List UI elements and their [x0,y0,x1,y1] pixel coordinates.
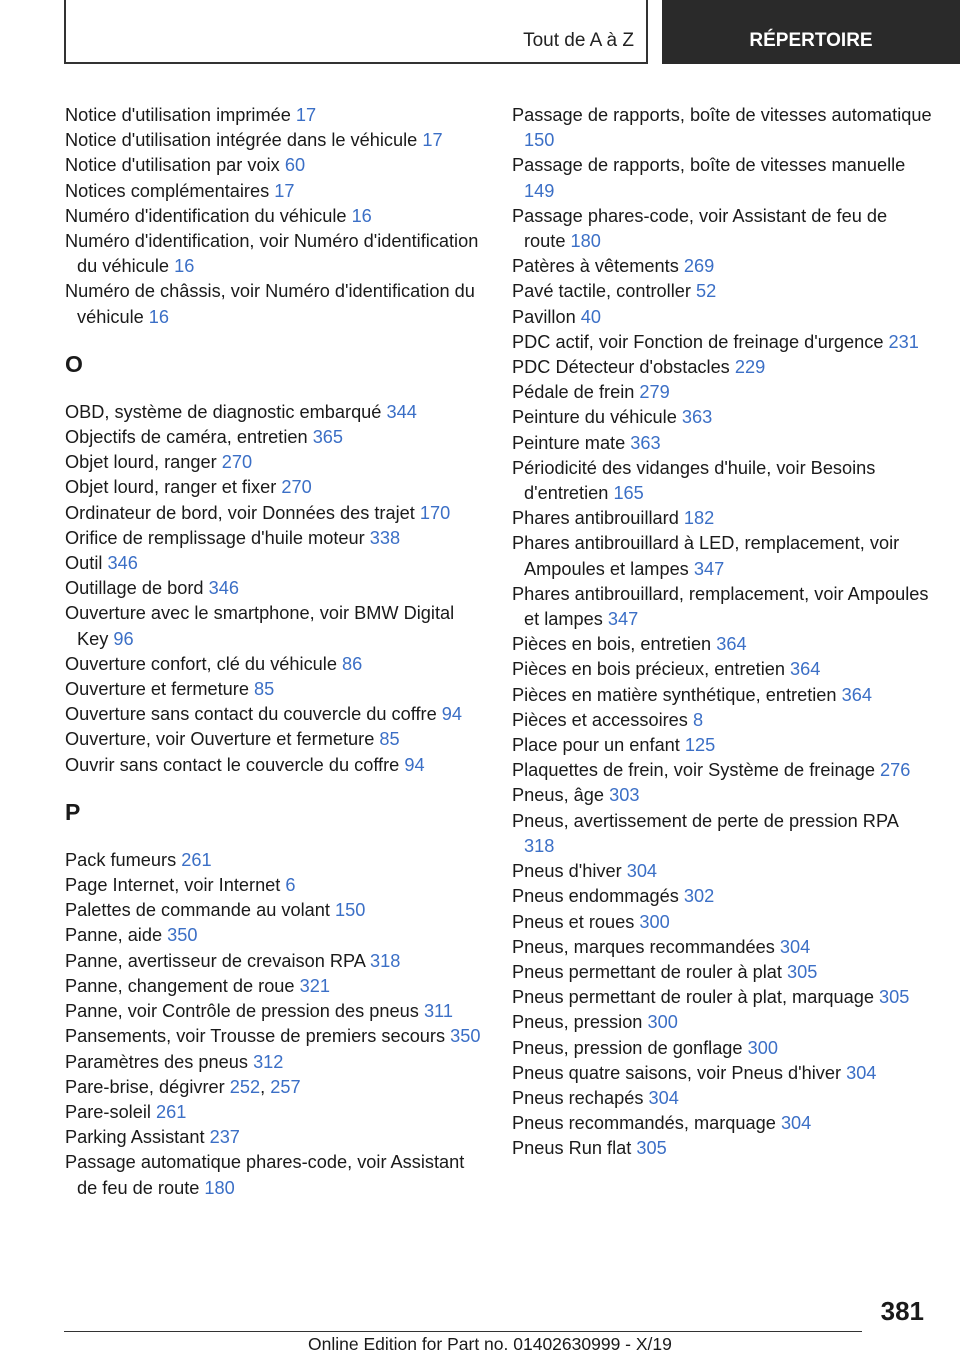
page-reference-link[interactable]: 344 [386,401,417,422]
index-entry-term: Pavé tactile, controller [512,281,691,302]
index-entry-term: Passage automatique phares-code, voir Assistant de feu de route [65,1152,465,1198]
index-entry-term: Notice d'utilisation par voix [65,155,280,176]
page-reference-link[interactable]: 96 [113,628,134,649]
index-entry [512,531,932,581]
index-entry: Pare-brise, dégivrer 252, 257 [65,1076,301,1097]
index-entry [512,305,932,330]
index-entry [65,677,485,702]
page-reference-link[interactable]: 300 [639,911,670,932]
index-entry-term: Ouverture confort, clé du véhicule [65,653,337,674]
index-entry-term: Objet lourd, ranger [65,452,217,473]
index-entry-term: PDC Détecteur d'obstacles [512,357,730,378]
index-entry-term: Pansements, voir Trousse de premiers secours [65,1026,446,1047]
index-entry [65,1150,485,1200]
index-entry [512,935,932,960]
page-reference-link[interactable]: 40 [580,306,601,327]
index-entry-term: Patères à vêtements [512,256,679,277]
footer-edition: Online Edition for Part no. 01402630999 - X/19 [308,1334,672,1354]
page-reference-link[interactable]: 305 [787,961,818,982]
page-reference-link[interactable]: 182 [683,508,715,529]
page-reference-link[interactable]: 318 [524,835,555,856]
section-label: Tout de A à Z [523,30,634,51]
page-reference-link[interactable]: 17 [295,105,317,125]
page-reference-link[interactable]: 86 [342,653,363,674]
page-number: 381 [880,1296,924,1326]
index-entry [65,229,485,279]
page-reference-link[interactable]: 261 [181,849,212,870]
page-reference-link[interactable]: 304 [780,1113,812,1134]
index-entry-term: Passage phares-code, voir Assistant de feu de route [512,205,888,252]
index-entry [65,400,485,425]
page-reference-link[interactable]: 16 [174,256,195,277]
index-entry-term: Phares antibrouillard, remplacement, voir Ampoules et lampes [512,583,929,630]
page-reference-link[interactable]: 303 [609,785,640,806]
page-reference-link[interactable]: 364 [790,659,821,680]
index-entry [65,450,485,475]
index-entry [512,380,932,405]
index-entry [512,708,932,733]
page-reference-link[interactable]: 347 [607,609,639,630]
index-entry-term: Pneus, pression de gonflage [512,1037,743,1058]
index-letter-heading: O [65,350,83,377]
index-entry-term: Pneus permettant de rouler à plat [512,961,782,982]
chapter-label: RÉPERTOIRE [749,30,873,51]
index-entry [512,783,932,808]
index-entry [65,526,485,551]
index-entry-term: Phares antibrouillard à LED, remplacement, voir Ampoules et lampes [512,533,900,579]
index-letter-heading: P [65,798,81,825]
page-reference-link[interactable]: 365 [312,427,344,448]
page-reference-link[interactable]: 304 [779,936,811,957]
page-reference-link[interactable]: 270 [281,477,312,498]
index-entry [65,425,485,450]
page-reference-link[interactable]: 364 [841,684,872,705]
index-entry [65,974,485,999]
index-entry [65,576,485,601]
page-reference-link[interactable]: 338 [369,527,401,548]
index-entry [65,652,485,677]
page-reference-link[interactable]: 312 [253,1051,284,1072]
page-reference-link[interactable]: 16 [351,205,372,226]
page-reference-link[interactable]: 94 [441,704,462,725]
page-reference-link[interactable]: 257 [270,1076,301,1097]
index-entry [65,1125,485,1150]
page-reference-link[interactable]: 305 [636,1138,667,1159]
index-entry-term: Pneus, marques recommandées [512,936,775,957]
index-entry-term: Passage de rapports, boîte de vitesses automatique [512,105,932,125]
index-entry-term: Pare-brise, dégivrer [65,1076,225,1097]
index-entry [512,204,932,254]
page-reference-link[interactable]: 346 [107,553,138,574]
index-entry [65,128,485,153]
page-reference-link[interactable]: 305 [879,987,910,1008]
page-reference-link[interactable]: 94 [404,754,425,775]
page-reference-link[interactable]: 269 [683,256,715,277]
section-tab [64,0,648,64]
page-reference-link[interactable]: 60 [284,155,306,176]
index-entry-term: Ouverture et fermeture [65,679,249,700]
index-entry [65,949,485,974]
index-entry [512,153,932,203]
index-entry [512,733,932,758]
index-entry-term: Pédale de frein [512,382,635,403]
page-reference-link[interactable]: 300 [747,1037,778,1058]
index-entry [512,1111,932,1136]
page-reference-link[interactable]: 150 [524,130,555,151]
page-reference-link[interactable]: 363 [681,407,713,428]
index-entry-term: Pneus, âge [512,785,605,806]
index-entry-term: Outillage de bord [65,578,204,599]
index-entry-term: Page Internet, voir Internet [65,875,281,896]
index-entry-term: Outil [65,553,103,574]
index-column-left [65,103,485,1201]
index-entry-term: Pare-soleil [65,1101,151,1122]
index-entry-term: Panne, changement de roue [65,975,295,996]
index-entry-term: Palettes de commande au volant [65,900,330,921]
index-entry [65,923,485,948]
index-entry [65,279,485,329]
page-reference-link[interactable]: 304 [648,1087,679,1108]
page-reference-link[interactable]: 350 [167,925,198,946]
index-entry [512,405,932,430]
page-reference-link[interactable]: 231 [888,331,919,352]
index-entry [65,501,485,526]
index-entry-term: Pneus et roues [512,911,635,932]
page-reference-link[interactable]: 270 [221,452,253,473]
page-reference-link[interactable]: 150 [334,900,366,921]
page-reference-link[interactable]: 17 [274,180,295,201]
index-entry-term: Pneus Run flat [512,1138,632,1159]
index-entry-term: Plaquettes de frein, voir Système de freinage [512,760,875,781]
index-entry [512,279,932,304]
index-entry [512,330,932,355]
index-entry-term: Ouverture sans contact du couvercle du coffre [65,704,437,725]
index-entry [512,506,932,531]
index-entry [512,355,932,380]
page-reference-link[interactable]: 125 [684,735,716,756]
index-entry-term: Phares antibrouillard [512,508,679,529]
index-column-right [512,103,932,1162]
page-reference-link[interactable]: 252 [229,1076,261,1097]
page-reference-link[interactable]: 16 [148,306,170,327]
page-reference-link[interactable]: 165 [613,483,644,504]
index-entry [65,727,485,752]
index-entry-term: Pneus quatre saisons, voir Pneus d'hiver [512,1062,842,1083]
index-entry-term: PDC actif, voir Fonction de freinage d'urgence [512,331,884,352]
index-entry [512,632,932,657]
index-entry [512,960,932,985]
index-entry-term: Pack fumeurs [65,849,177,870]
page-reference-link[interactable]: 85 [379,729,400,750]
index-entry-term: Notice d'utilisation intégrée dans le véhicule [65,130,418,151]
index-entry-term: Passage de rapports, boîte de vitesses manuelle [512,155,906,176]
index-entry-term: Ouvrir sans contact le couvercle du coffre [65,754,400,775]
index-entry-term: Périodicité des vidanges d'huile, voir Besoins d'entretien [512,457,876,504]
index-entry [65,179,485,204]
index-entry [65,551,485,576]
index-entry-term: Pneus d'hiver [512,861,622,882]
page-reference-link[interactable]: 8 [692,709,704,730]
index-entry-term: Place pour un enfant [512,735,680,756]
index-entry-term: Pneus, pression [512,1012,643,1033]
index-entry [512,683,932,708]
page-reference-link[interactable]: 229 [734,357,766,378]
page-reference-link[interactable]: 6 [285,875,296,896]
index-entry-term: Pneus, avertissement de perte de pression RPA [512,810,898,831]
index-entry-term: Paramètres des pneus [65,1051,248,1072]
index-entry [65,898,485,923]
page-reference-link[interactable]: 261 [155,1101,187,1122]
index-entry [512,809,932,859]
index-entry [512,103,932,153]
index-entry-term: Numéro de châssis, voir Numéro d'identification du véhicule [65,281,475,327]
index-entry [512,1086,932,1111]
index-entry-term: Peinture du véhicule [512,407,677,428]
index-entry-term: Panne, avertisseur de crevaison RPA [65,950,365,971]
index-entry-term: Numéro d'identification du véhicule [65,205,347,226]
index-entry [65,702,485,727]
page-reference-link[interactable]: 52 [696,281,717,302]
page-reference-link[interactable]: 237 [209,1127,240,1148]
index-entry [65,153,485,178]
index-entry-term: Ouverture avec le smartphone, voir BMW Digital Key [65,603,455,649]
page-reference-link[interactable]: 364 [716,634,747,655]
index-entry-term: Objectifs de caméra, entretien [65,427,308,448]
index-entry [65,1024,485,1049]
page-reference-link[interactable]: 279 [639,382,670,403]
index-entry [512,758,932,783]
page-reference-link[interactable]: 276 [880,760,911,781]
footer-divider [64,1331,862,1332]
page-reference-link[interactable]: 180 [570,231,601,252]
page-reference-link[interactable]: 318 [369,950,401,971]
page-reference-link[interactable]: 17 [422,130,443,151]
index-entry-term: Ouverture, voir Ouverture et fermeture [65,729,375,750]
index-entry-term: Orifice de remplissage d'huile moteur [65,527,365,548]
index-entry-term: Pièces en bois précieux, entretien [512,659,785,680]
index-entry [512,859,932,884]
index-entry-term: Pièces et accessoires [512,709,688,730]
index-entry [512,254,932,279]
index-entry [512,884,932,909]
index-entry [512,582,932,632]
index-entry [512,910,932,935]
index-entry [512,1010,932,1035]
page-reference-link[interactable]: 302 [683,886,715,907]
index-entry-term: Panne, aide [65,925,163,946]
index-entry-term: Objet lourd, ranger et fixer [65,477,277,498]
index-entry-term: Pneus permettant de rouler à plat, marquage [512,987,874,1008]
page-reference-link[interactable]: 85 [254,679,275,700]
page-reference-link[interactable]: 363 [630,432,661,453]
index-entry-term: OBD, système de diagnostic embarqué [65,401,382,422]
page-reference-link[interactable]: 346 [208,578,239,599]
index-entry [65,753,485,778]
chapter-tab [662,0,960,64]
index-entry-term: Pneus rechapés [512,1087,644,1108]
page-reference-link[interactable]: 170 [419,502,451,523]
index-entry-term: Peinture mate [512,432,626,453]
page-reference-link[interactable]: 321 [299,975,330,996]
index-entry [65,1050,485,1075]
page-reference-link[interactable]: 180 [204,1177,235,1198]
index-entry-term: Parking Assistant [65,1127,205,1148]
index-entry-term: Notice d'utilisation imprimée [65,105,291,125]
index-entry [65,204,485,229]
index-entry-term: Pneus recommandés, marquage [512,1113,776,1134]
index-entry [65,475,485,500]
index-entry-term: Pavillon [512,306,576,327]
page-reference-link[interactable]: 347 [693,558,725,579]
index-entry-term: Notices complémentaires [65,180,270,201]
index-entry [65,1100,485,1125]
index-entry [512,985,932,1010]
index-entry [512,431,932,456]
index-entry [512,1061,932,1086]
index-entry-term: Panne, voir Contrôle de pression des pneus [65,1001,419,1022]
index-entry [65,873,485,898]
index-entry [512,1036,932,1061]
page-reference-link[interactable]: 304 [846,1062,877,1083]
index-entry [512,1136,932,1161]
index-entry [512,657,932,682]
index-entry-term: Ordinateur de bord, voir Données des trajet [65,502,415,523]
index-entry [65,103,485,128]
index-entry [512,456,932,506]
page-reference-link[interactable]: 350 [450,1026,481,1047]
index-entry-term: Pneus endommagés [512,886,679,907]
page-reference-link[interactable]: 149 [524,180,555,201]
index-entry [65,999,485,1024]
index-entry [65,848,485,873]
index-entry-term: Numéro d'identification, voir Numéro d'identification du véhicule [65,231,479,277]
page-reference-link[interactable]: 311 [423,1001,453,1022]
index-entry [65,601,485,651]
index-entry-term: Pièces en matière synthétique, entretien [512,684,837,705]
index-entry-term: Pièces en bois, entretien [512,634,712,655]
page-reference-link[interactable]: 304 [626,861,658,882]
page-reference-link[interactable]: 300 [647,1012,678,1033]
